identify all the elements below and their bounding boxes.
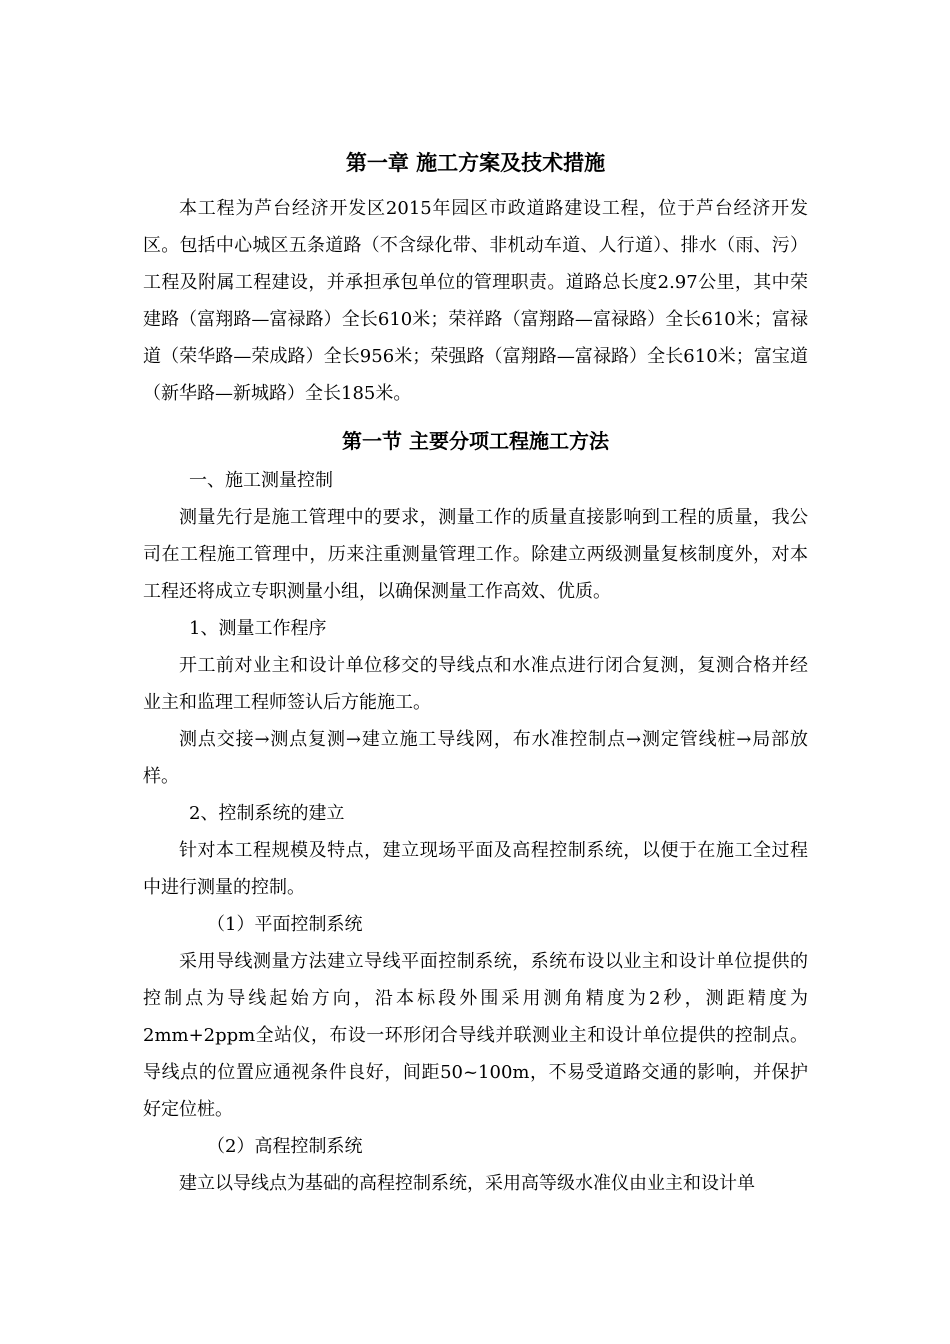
- heading-elevation-control: （2）高程控制系统: [207, 1136, 363, 1157]
- paragraph-recheck: 开工前对业主和设计单位移交的导线点和水准点进行闭合复测，复测合格并经业主和监理工程师签认后方能施工。: [143, 655, 808, 713]
- paragraph-elevation-control: 建立以导线点为基础的高程控制系统，采用高等级水准仪由业主和设计单: [179, 1173, 755, 1194]
- heading-survey-control: 一、施工测量控制: [189, 470, 333, 491]
- document-body: [143, 148, 808, 1202]
- section-title: 第一节 主要分项工程施工方法: [342, 429, 609, 453]
- intro-paragraph: 本工程为芦台经济开发区2015年园区市政道路建设工程，位于芦台经济开发区。包括中心城区五条道路（不含绿化带、非机动车道、人行道）、排水（雨、污）工程及附属工程建设，并承担承包单位的管理职责。道路总长度2.97公里，其中荣建路（富翔路—富禄路）全长610米；荣祥路（富翔路—富禄路）全长610米；富禄道（荣华路—荣成路）全长956米；荣强路（富翔路—富禄路）全长610米；富宝道（新华路—新城路）全长185米。: [143, 198, 808, 404]
- chapter-title: 第一章 施工方案及技术措施: [345, 150, 606, 175]
- paragraph-survey-intro: 测量先行是施工管理中的要求，测量工作的质量直接影响到工程的质量，我公司在工程施工管理中，历来注重测量管理工作。除建立两级测量复核制度外，对本工程还将成立专职测量小组，以确保测量工作高效、优质。: [143, 507, 808, 602]
- paragraph-plane-control: 采用导线测量方法建立导线平面控制系统，系统布设以业主和设计单位提供的控制点为导线起始方向，沿本标段外围采用测角精度为2秒，测距精度为2mm+2ppm全站仪，布设一环形闭合导线并联测业主和设计单位提供的控制点。导线点的位置应通视条件良好，间距50~100m，不易受道路交通的影响，并保护好定位桩。: [143, 951, 808, 1120]
- paragraph-procedure-flow: 测点交接→测点复测→建立施工导线网，布水准控制点→测定管线桩→局部放样。: [143, 729, 808, 787]
- heading-survey-procedure: 1、测量工作程序: [189, 618, 327, 639]
- paragraph-control-system: 针对本工程规模及特点，建立现场平面及高程控制系统，以便于在施工全过程中进行测量的控制。: [143, 840, 808, 898]
- heading-plane-control: （1）平面控制系统: [207, 914, 363, 935]
- heading-control-system: 2、控制系统的建立: [189, 803, 345, 824]
